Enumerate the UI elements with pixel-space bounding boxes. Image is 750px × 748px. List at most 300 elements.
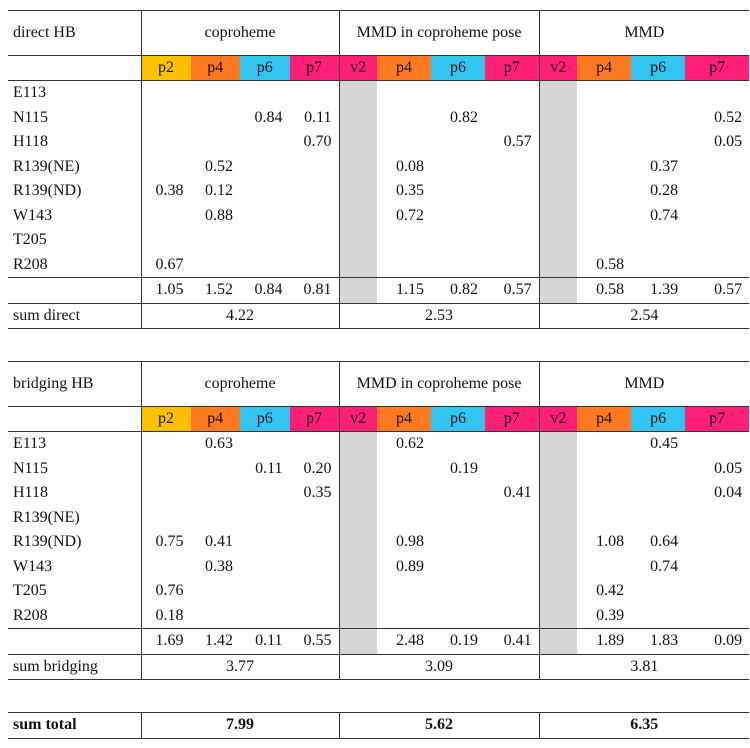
value-cell	[240, 530, 290, 555]
gray-v2-cell	[539, 204, 577, 229]
value-cell: 0.28	[650, 182, 679, 200]
value-cell	[631, 130, 685, 155]
value-cell	[290, 204, 340, 229]
value-cell	[631, 506, 685, 531]
gray-v2-cell	[539, 530, 577, 555]
value-cell: 0.19	[450, 459, 479, 477]
value-cell	[431, 604, 485, 629]
residue-label: R139(NE)	[13, 508, 80, 526]
value-cell	[577, 506, 631, 531]
residue-label: H118	[13, 133, 48, 151]
section-header-row	[8, 362, 749, 407]
total-cell: 1.05	[141, 278, 191, 304]
residue-label: W143	[13, 557, 53, 575]
value-cell: 0.05	[714, 459, 743, 477]
position-label-p7: p7	[290, 56, 340, 81]
value-cell	[577, 204, 631, 229]
residue-row	[8, 530, 749, 555]
gray-v2-cell	[339, 432, 377, 457]
value-cell	[240, 253, 290, 278]
position-label-p2: p2	[141, 407, 191, 432]
gray-v2-cell	[339, 481, 377, 506]
total-cell: 1.52	[191, 278, 241, 304]
position-label-v2: v2	[339, 407, 377, 432]
gray-v2-cell	[539, 506, 577, 531]
position-label-p6: p6	[431, 56, 485, 81]
position-label-p7: p7	[290, 407, 340, 432]
value-cell: 0.74	[650, 206, 679, 224]
gray-v2-cell	[539, 432, 577, 457]
value-cell	[577, 179, 631, 204]
value-cell: 0.41	[205, 533, 233, 551]
total-cell: 0.41	[485, 629, 539, 655]
residue-label: R208	[13, 255, 48, 273]
section-mmd: MMD	[539, 362, 749, 407]
value-cell	[431, 204, 485, 229]
value-cell	[141, 204, 191, 229]
value-cell	[685, 253, 749, 278]
value-cell	[290, 179, 340, 204]
value-cell: 0.42	[596, 582, 625, 600]
value-cell: 0.67	[141, 253, 191, 278]
value-cell	[631, 228, 685, 253]
value-cell	[431, 579, 485, 604]
value-cell	[141, 228, 191, 253]
position-label-p7: p7	[685, 56, 749, 81]
value-cell: 0.64	[650, 533, 679, 551]
gray-v2-cell	[339, 130, 377, 155]
value-cell	[290, 506, 340, 531]
residue-label: R139(NE)	[13, 157, 80, 175]
value-cell	[631, 253, 685, 278]
value-cell	[685, 555, 749, 580]
value-cell	[377, 506, 431, 531]
value-cell	[577, 130, 631, 155]
value-cell	[290, 253, 340, 278]
section-header-row	[8, 11, 749, 56]
gray-v2-cell	[539, 604, 577, 629]
value-cell	[485, 555, 539, 580]
grand-total-row	[8, 713, 749, 739]
value-cell: 0.38	[205, 557, 233, 575]
residue-label: T205	[13, 582, 47, 600]
residue-label: R139(ND)	[13, 533, 82, 551]
total-cell: 1.15	[377, 278, 431, 304]
section-mmd-coproheme-pose: MMD in coproheme pose	[339, 362, 539, 407]
empty-cell	[8, 56, 141, 81]
value-cell	[685, 228, 749, 253]
value-cell	[141, 106, 191, 131]
value-cell	[290, 228, 340, 253]
value-cell	[191, 579, 241, 604]
value-cell	[485, 204, 539, 229]
total-cell: 1.83	[631, 629, 685, 655]
value-cell	[431, 155, 485, 180]
value-cell	[485, 228, 539, 253]
position-header-row	[8, 56, 749, 81]
value-cell	[685, 530, 749, 555]
value-cell: 0.63	[205, 435, 233, 453]
value-cell: 0.72	[396, 206, 425, 224]
residue-row	[8, 106, 749, 131]
gray-v2-cell	[339, 155, 377, 180]
value-cell: 0.70	[303, 133, 332, 151]
residue-label: W143	[13, 206, 53, 224]
residue-row	[8, 81, 749, 106]
value-cell	[685, 432, 749, 457]
value-cell	[577, 155, 631, 180]
value-cell: 0.18	[141, 604, 191, 629]
value-cell	[240, 432, 290, 457]
sum-row	[8, 303, 749, 329]
sum-total-value: 7.99	[141, 713, 339, 739]
value-cell	[191, 604, 241, 629]
gray-v2-cell	[539, 579, 577, 604]
value-cell	[577, 228, 631, 253]
total-cell: 0.81	[290, 278, 340, 304]
position-label-p4: p4	[191, 56, 241, 81]
residue-label: R208	[13, 606, 48, 624]
empty-cell	[8, 278, 141, 304]
value-cell	[577, 555, 631, 580]
value-cell	[577, 106, 631, 131]
value-cell	[191, 228, 241, 253]
value-cell	[240, 228, 290, 253]
value-cell	[290, 530, 340, 555]
value-cell	[240, 204, 290, 229]
value-cell	[431, 555, 485, 580]
position-label-p6: p6	[631, 56, 685, 81]
value-cell	[485, 155, 539, 180]
total-cell: 0.84	[240, 278, 290, 304]
value-cell: 0.88	[205, 206, 233, 224]
value-cell	[141, 555, 191, 580]
gray-v2-cell	[539, 278, 577, 304]
value-cell: 0.20	[303, 459, 332, 477]
position-label-p6: p6	[240, 407, 290, 432]
section-coproheme: coproheme	[141, 362, 339, 407]
residue-row	[8, 130, 749, 155]
value-cell	[631, 457, 685, 482]
position-label-p7: p7	[485, 407, 539, 432]
value-cell	[377, 130, 431, 155]
value-cell	[631, 81, 685, 106]
value-cell: 0.12	[205, 182, 233, 200]
residue-label: T205	[13, 231, 47, 249]
value-cell	[240, 130, 290, 155]
value-cell	[631, 579, 685, 604]
value-cell: 1.08	[596, 533, 625, 551]
residue-row	[8, 253, 749, 278]
total-cell: 0.82	[431, 278, 485, 304]
position-label-p4: p4	[577, 56, 631, 81]
total-cell: 0.57	[485, 278, 539, 304]
sum-total-value: 6.35	[539, 713, 749, 739]
gray-v2-cell	[339, 604, 377, 629]
sum-value: 3.81	[539, 654, 749, 680]
total-cell: 1.89	[577, 629, 631, 655]
value-cell	[191, 106, 241, 131]
value-cell	[240, 579, 290, 604]
value-cell	[485, 579, 539, 604]
value-cell	[377, 457, 431, 482]
gray-v2-cell	[539, 629, 577, 655]
value-cell: 0.37	[650, 157, 679, 175]
value-cell	[485, 179, 539, 204]
value-cell: 0.52	[714, 108, 743, 126]
total-cell: 2.48	[377, 629, 431, 655]
value-cell	[485, 253, 539, 278]
section-mmd: MMD	[539, 11, 749, 56]
gray-v2-cell	[339, 106, 377, 131]
value-cell	[240, 481, 290, 506]
gray-v2-cell	[539, 555, 577, 580]
value-cell	[191, 253, 241, 278]
totals-row	[8, 278, 749, 304]
residue-label: N115	[13, 108, 48, 126]
position-label-p4: p4	[377, 56, 431, 81]
value-cell	[141, 457, 191, 482]
empty-cell	[8, 629, 141, 655]
value-cell: 0.57	[503, 133, 532, 151]
gray-v2-cell	[339, 278, 377, 304]
value-cell	[431, 530, 485, 555]
value-cell	[240, 81, 290, 106]
position-label-p4: p4	[191, 407, 241, 432]
value-cell	[431, 506, 485, 531]
total-cell: 0.58	[577, 278, 631, 304]
value-cell	[240, 555, 290, 580]
value-cell	[377, 253, 431, 278]
value-cell: 0.08	[396, 157, 425, 175]
gray-v2-cell	[339, 457, 377, 482]
value-cell	[240, 179, 290, 204]
value-cell	[290, 155, 340, 180]
value-cell: 0.41	[503, 484, 532, 502]
value-cell	[191, 506, 241, 531]
position-header-row	[8, 407, 749, 432]
sum-total-table	[8, 712, 749, 739]
value-cell: 0.39	[596, 606, 625, 624]
position-label-p4: p4	[577, 407, 631, 432]
direct-hb-table	[8, 10, 749, 329]
value-cell: 0.84	[254, 108, 283, 126]
value-cell	[141, 432, 191, 457]
value-cell	[431, 253, 485, 278]
gray-v2-cell	[339, 579, 377, 604]
value-cell	[431, 228, 485, 253]
value-cell	[431, 130, 485, 155]
value-cell	[290, 604, 340, 629]
sum-total-label: sum total	[8, 713, 141, 739]
residue-label: N115	[13, 459, 48, 477]
table-title: direct HB	[8, 11, 141, 56]
residue-row	[8, 179, 749, 204]
value-cell: 0.75	[141, 530, 191, 555]
position-label-p6: p6	[631, 407, 685, 432]
gray-v2-cell	[539, 228, 577, 253]
value-cell	[141, 481, 191, 506]
value-cell	[577, 481, 631, 506]
gray-v2-cell	[339, 530, 377, 555]
residue-label: E113	[13, 435, 47, 453]
gray-v2-cell	[539, 179, 577, 204]
value-cell	[290, 432, 340, 457]
position-label-v2: v2	[539, 56, 577, 81]
total-cell: 0.09	[685, 629, 749, 655]
total-cell: 1.69	[141, 629, 191, 655]
value-cell	[240, 506, 290, 531]
value-cell	[685, 579, 749, 604]
total-cell: 0.19	[431, 629, 485, 655]
value-cell	[631, 604, 685, 629]
value-cell	[685, 179, 749, 204]
residue-label: R139(ND)	[13, 182, 82, 200]
value-cell	[377, 106, 431, 131]
position-label-p6: p6	[240, 56, 290, 81]
totals-row	[8, 629, 749, 655]
value-cell	[485, 604, 539, 629]
value-cell	[431, 432, 485, 457]
position-label-p7: p7	[485, 56, 539, 81]
position-label-v2: v2	[539, 407, 577, 432]
gray-v2-cell	[339, 179, 377, 204]
value-cell: 0.05	[714, 133, 743, 151]
sum-value: 2.53	[339, 303, 539, 329]
value-cell	[685, 155, 749, 180]
value-cell: 0.76	[141, 579, 191, 604]
value-cell: 0.74	[650, 557, 679, 575]
sum-value: 3.09	[339, 654, 539, 680]
value-cell	[685, 81, 749, 106]
value-cell	[240, 155, 290, 180]
value-cell	[141, 81, 191, 106]
value-cell	[191, 130, 241, 155]
value-cell: 0.98	[396, 533, 425, 551]
value-cell	[577, 81, 631, 106]
sum-total-value: 5.62	[339, 713, 539, 739]
residue-row	[8, 555, 749, 580]
gray-v2-cell	[539, 130, 577, 155]
value-cell: 0.04	[714, 484, 743, 502]
value-cell	[290, 555, 340, 580]
sum-row	[8, 654, 749, 680]
sum-label: sum bridging	[8, 654, 141, 680]
gray-v2-cell	[339, 204, 377, 229]
position-label-p2: p2	[141, 56, 191, 81]
value-cell: 0.35	[396, 182, 425, 200]
value-cell: 0.62	[396, 435, 425, 453]
value-cell: 0.38	[141, 179, 191, 204]
value-cell: 0.11	[304, 108, 332, 126]
gray-v2-cell	[339, 629, 377, 655]
value-cell	[685, 506, 749, 531]
value-cell	[191, 481, 241, 506]
residue-label: H118	[13, 484, 48, 502]
value-cell: 0.58	[596, 255, 625, 273]
value-cell: 0.11	[255, 459, 283, 477]
total-cell: 1.42	[191, 629, 241, 655]
value-cell	[141, 155, 191, 180]
value-cell	[377, 81, 431, 106]
sum-value: 3.77	[141, 654, 339, 680]
value-cell	[485, 506, 539, 531]
gray-v2-cell	[539, 457, 577, 482]
residue-row	[8, 481, 749, 506]
residue-row	[8, 155, 749, 180]
value-cell	[685, 604, 749, 629]
value-cell	[485, 530, 539, 555]
value-cell	[631, 106, 685, 131]
bridging-hb-table	[8, 361, 749, 680]
gray-v2-cell	[339, 506, 377, 531]
value-cell	[191, 81, 241, 106]
position-label-p6: p6	[431, 407, 485, 432]
value-cell	[377, 579, 431, 604]
position-label-v2: v2	[339, 56, 377, 81]
table-title: bridging HB	[8, 362, 141, 407]
value-cell	[431, 81, 485, 106]
value-cell	[290, 81, 340, 106]
section-mmd-coproheme-pose: MMD in coproheme pose	[339, 11, 539, 56]
value-cell	[377, 481, 431, 506]
value-cell	[377, 604, 431, 629]
total-cell: 0.55	[290, 629, 340, 655]
sum-value: 2.54	[539, 303, 749, 329]
residue-row	[8, 579, 749, 604]
value-cell	[631, 481, 685, 506]
value-cell	[485, 106, 539, 131]
value-cell	[577, 432, 631, 457]
section-coproheme: coproheme	[141, 11, 339, 56]
empty-cell	[8, 407, 141, 432]
value-cell: 0.82	[450, 108, 479, 126]
gray-v2-cell	[539, 81, 577, 106]
value-cell	[377, 228, 431, 253]
value-cell	[485, 457, 539, 482]
value-cell	[191, 457, 241, 482]
gray-v2-cell	[539, 106, 577, 131]
residue-row	[8, 457, 749, 482]
residue-row	[8, 228, 749, 253]
gray-v2-cell	[539, 253, 577, 278]
total-cell: 0.11	[240, 629, 290, 655]
residue-row	[8, 432, 749, 457]
value-cell	[431, 481, 485, 506]
value-cell	[485, 432, 539, 457]
gray-v2-cell	[539, 481, 577, 506]
value-cell: 0.45	[650, 435, 679, 453]
gray-v2-cell	[339, 253, 377, 278]
gray-v2-cell	[339, 228, 377, 253]
value-cell: 0.35	[303, 484, 332, 502]
gray-v2-cell	[339, 555, 377, 580]
value-cell	[141, 506, 191, 531]
value-cell	[485, 81, 539, 106]
value-cell	[141, 130, 191, 155]
sum-label: sum direct	[8, 303, 141, 329]
position-label-p7: p7	[685, 407, 749, 432]
value-cell	[685, 204, 749, 229]
value-cell: 0.89	[396, 557, 425, 575]
residue-label: E113	[13, 84, 47, 102]
sum-value: 4.22	[141, 303, 339, 329]
residue-row	[8, 604, 749, 629]
position-label-p4: p4	[377, 407, 431, 432]
residue-row	[8, 204, 749, 229]
total-cell: 1.39	[631, 278, 685, 304]
gray-v2-cell	[539, 155, 577, 180]
